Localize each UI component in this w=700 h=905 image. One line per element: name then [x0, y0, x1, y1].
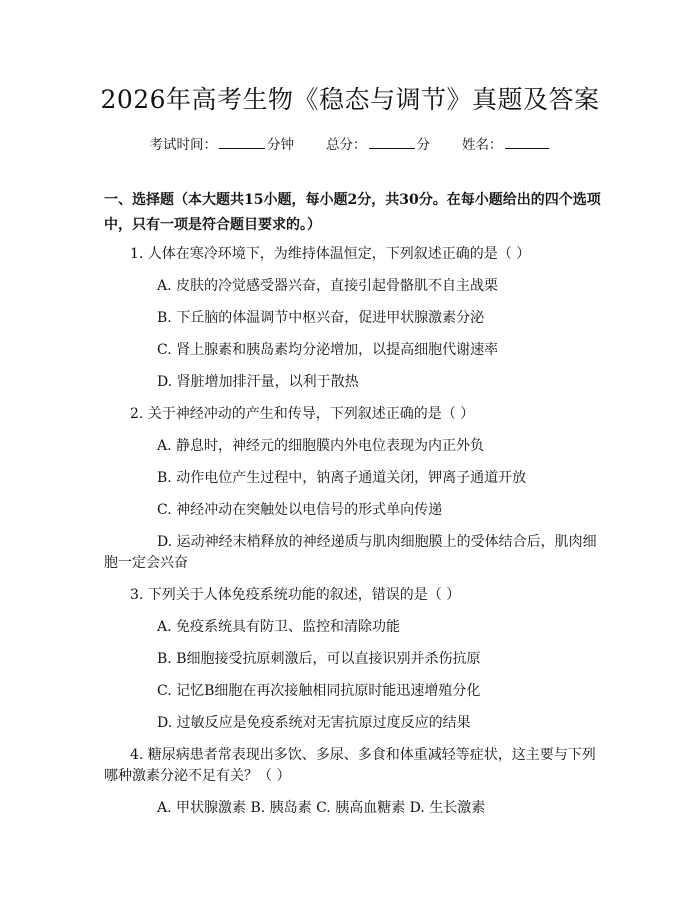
question-3-option-c: C. 记忆B细胞在再次接触相同抗原时能迅速增殖分化	[157, 683, 481, 699]
student-name-blank[interactable]	[505, 134, 549, 149]
section-heading: 一、选择题（本大题共15小题，每小题2分，共30分。在每小题给出的四个选项中，只有一项是符合题目要求的。）	[104, 192, 601, 233]
question-4-continued: 哪种激素分泌不足有关？（ ）	[104, 768, 291, 784]
student-name-label: 姓名：	[462, 137, 503, 153]
question-2-option-d-continued: 胞一定会兴奋	[104, 555, 188, 571]
question-2-option-a: A. 静息时，神经元的细胞膜内外电位表现为内正外负	[157, 438, 485, 454]
question-2-option-d: D. 运动神经末梢释放的神经递质与肌肉细胞膜上的受体结合后，肌肉细	[157, 534, 597, 550]
total-score-unit: 分	[416, 137, 430, 153]
page-title: 2026年高考生物《稳态与调节》真题及答案	[100, 85, 600, 114]
total-score-field	[326, 133, 430, 153]
question-1-option-d: D. 肾脏增加排汗量，以利于散热	[157, 374, 359, 390]
question-3: 3. 下列关于人体免疫系统功能的叙述，错误的是（ ）	[130, 587, 461, 603]
exam-time-label: 考试时间：	[149, 137, 217, 153]
question-2-option-c: C. 神经冲动在突触处以电信号的形式单向传递	[157, 502, 443, 518]
question-1-option-c: C. 肾上腺素和胰岛素均分泌增加，以提高细胞代谢速率	[157, 342, 499, 358]
question-2: 2. 关于神经冲动的产生和传导，下列叙述正确的是（ ）	[130, 406, 475, 422]
exam-time-blank[interactable]	[219, 134, 265, 149]
question-3-option-a: A. 免疫系统具有防卫、监控和清除功能	[157, 619, 401, 635]
exam-info-bar	[0, 133, 700, 153]
total-score-label: 总分：	[326, 137, 367, 153]
question-3-option-d: D. 过敏反应是免疫系统对无害抗原过度反应的结果	[157, 715, 471, 731]
question-1-option-a: A. 皮肤的冷觉感受器兴奋，直接引起骨骼肌不自主战栗	[157, 278, 499, 294]
student-name-field	[462, 133, 551, 153]
question-1-option-b: B. 下丘脑的体温调节中枢兴奋，促进甲状腺激素分泌	[157, 310, 485, 326]
exam-time-field	[150, 133, 295, 153]
question-4-options: A. 甲状腺激素 B. 胰岛素 C. 胰高血糖素 D. 生长激素	[157, 800, 486, 816]
question-3-option-b: B. B细胞接受抗原刺激后，可以直接识别并杀伤抗原	[157, 651, 481, 667]
exam-time-unit: 分钟	[267, 137, 294, 153]
question-1: 1. 人体在寒冷环境下，为维持体温恒定，下列叙述正确的是（ ）	[130, 246, 531, 262]
total-score-blank[interactable]	[369, 134, 415, 149]
question-2-option-b: B. 动作电位产生过程中，钠离子通道关闭，钾离子通道开放	[157, 470, 527, 486]
question-4: 4. 糖尿病患者常表现出多饮、多尿、多食和体重减轻等症状，这主要与下列	[130, 747, 596, 763]
